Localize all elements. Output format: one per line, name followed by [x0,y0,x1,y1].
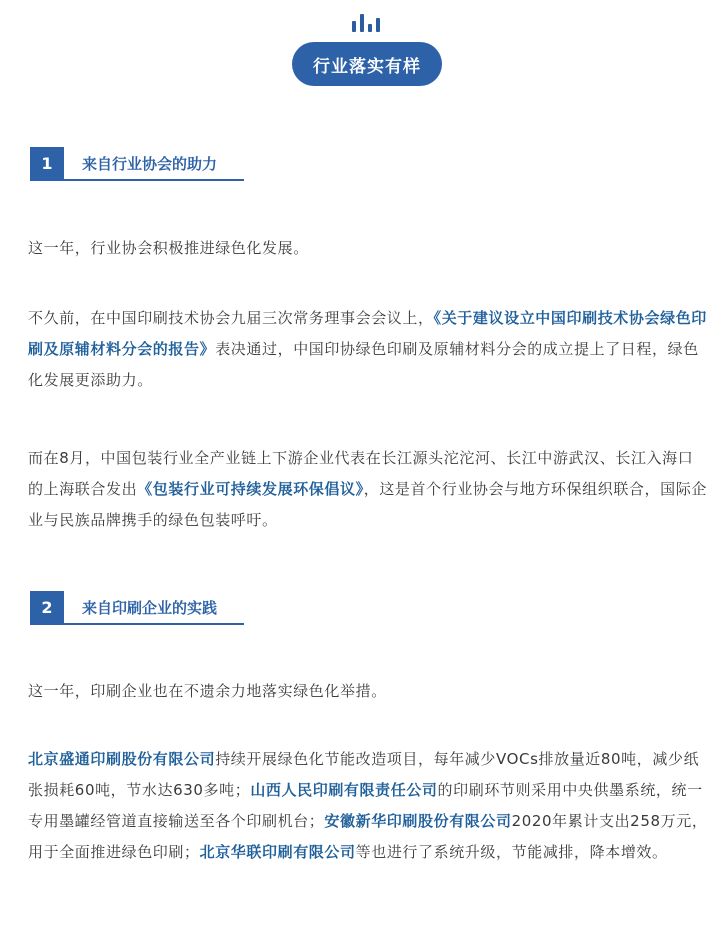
section-title: 来自行业协会的助力 [82,155,218,173]
paragraph: 这一年，印刷企业也在不遗余力地落实绿色化举措。 [28,682,387,700]
paragraph: 而在8月，中国包装行业全产业链上下游企业代表在长江源头沱沱河、长江中游武汉、长江入海口的上海联合发出《包装行业可持续发展环保倡议》，这是首个行业协会与地方环保组织联合，国际企业与民族品牌携手的绿色包装呼吁。 [28,449,707,529]
report-title-link: 《关于建议设立中国印刷技术协会绿色印刷及原辅材料分会的报告》 [28,309,707,358]
section-heading-2 [30,591,244,625]
bar-chart-icon [352,14,382,32]
section-number: 2 [30,591,64,623]
paragraph: 这一年，行业协会积极推进绿色化发展。 [28,239,309,257]
section-badge: 行业落实有样 [292,42,442,86]
section-underline [30,179,244,181]
company-name: 山西人民印刷有限责任公司 [250,781,438,799]
paragraph: 北京盛通印刷股份有限公司持续开展绿色化节能改造项目，每年减少VOCs排放量近80吨，减少纸张损耗60吨，节水达630多吨；山西人民印刷有限责任公司的印刷环节则采用中央供墨系统，统一专用墨罐经管道直接输送至各个印刷机台；安徽新华印刷股份有限公司2020年累计支出258万元，用于全面推进绿色印刷；北京华联印刷有限公司等也进行了系统升级，节能减排，降本增效。 [28,750,708,861]
section-title: 来自印刷企业的实践 [82,599,218,617]
company-name: 安徽新华印刷股份有限公司 [324,812,512,830]
section-number: 1 [30,147,64,179]
company-name: 北京华联印刷有限公司 [199,843,356,861]
section-underline [30,623,244,625]
paragraph: 不久前，在中国印刷技术协会九届三次常务理事会会议上，《关于建议设立中国印刷技术协会绿色印刷及原辅材料分会的报告》表决通过，中国印协绿色印刷及原辅材料分会的成立提上了日程，绿色化发展更添助力。 [28,309,707,389]
company-name: 北京盛通印刷股份有限公司 [28,750,216,768]
section-heading-1 [30,147,244,181]
initiative-title-link: 《包装行业可持续发展环保倡议》 [137,480,364,498]
